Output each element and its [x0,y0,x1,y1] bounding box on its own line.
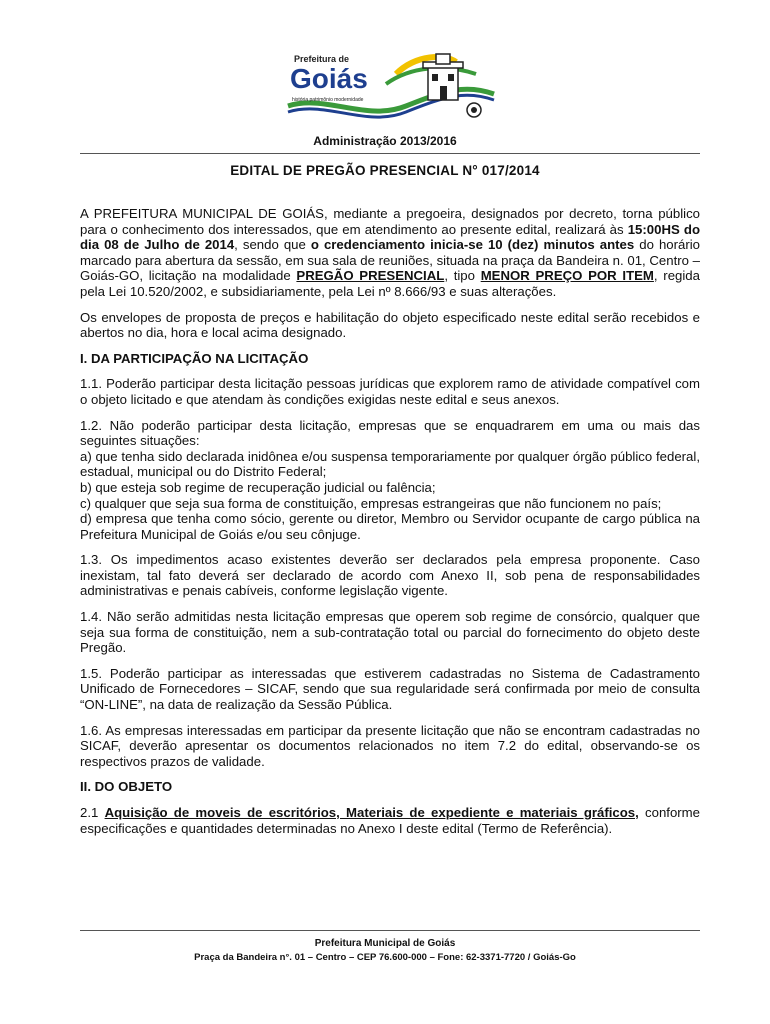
clause-2-1: 2.1 Aquisição de moveis de escritórios, Materiais de expediente e materiais gráficos, conforme especificações e quantidades determinadas no Anexo I deste edital (Termo de Referência). [80,805,701,836]
document-body [80,206,700,846]
prefeitura-goias-logo [286,44,496,124]
header-divider [80,153,700,154]
logo-main-text: Goiás [290,63,368,94]
clause-1-1: 1.1. Poderão participar desta licitação pessoas jurídicas que explorem ramo de atividade compatível com o objeto licitado e que atendam às condições exigidas neste edital e seus anexos. [80,376,700,407]
section-heading-participation: I. DA PARTICIPAÇÃO NA LICITAÇÃO [80,350,309,366]
footer-address: Praça da Bandeira n°. 01 – Centro – CEP 76.600-000 – Fone: 62-3371-7720 / Goiás-Go [194,952,576,963]
envelopes-paragraph: Os envelopes de proposta de preços e habilitação do objeto especificado neste edital serão recebidos e abertos no dia, hora e local acima designado. [80,309,700,341]
session-datetime: 15:00HS do dia 08 de Julho de 2014 [80,221,701,253]
clause-1-5: 1.5. Poderão participar as interessadas que estiverem cadastradas no Sistema de Cadastramento Unificado de Fornecedores – SICAF, sendo que sua regularidade será confirmada por meio de consulta “ON-LINE”, na data de realização da Sessão Pública. [80,665,700,713]
accreditation-notice: o credenciamento inicia-se 10 (dez) minutos antes [310,237,635,253]
clause-1-6: 1.6. As empresas interessadas em participar da presente licitação que não se encontram cadastradas no SICAF, deverão apresentar os documentos relacionados no item 7.2 do edital, observando-se os respectivos prazos de validade. [80,722,700,769]
logo-tagline: história patrimônio modernidade [292,97,364,103]
logo-top-text: Prefeitura de [294,54,350,64]
clause-1-2: 1.2. Não poderão participar desta licitação, empresas que se enquadrarem em uma ou mais das seguintes situações: a) que tenha sido declarada inidônea e/ou suspensa temporariamente por qualquer órgão público federal, estadual, municipal ou do Distrito Federal; b) que esteja sob regime de recuperação judicial ou falência; c) qualquer que seja sua forma de constituição, empresas estrangeiras que não funcionem no país; d) empresa que tenha como sócio, gerente ou diretor, Membro ou Servidor ocupante de cargo pública na Prefeitura Municipal de Goiás e/ou seu cônjuge. [80,417,700,542]
intro-paragraph: A PREFEITURA MUNICIPAL DE GOIÁS, mediante a pregoeira, designados por decreto, torna público para o conhecimento dos interessados, que em atendimento ao presente edital, realizará às 15:00HS do dia 08 de Julho de 2014, sendo que o credenciamento inicia-se 10 (dez) minutos antes do horário marcado para abertura da sessão, em sua sala de reuniões, situada na praça da Bandeira n. 01, Centro – Goiás-GO, licitação na modalidade PREGÃO PRESENCIAL, tipo MENOR PREÇO POR ITEM, regida pela Lei 10.520/2002, e subsidiariamente, pela Lei nº 8.666/93 e suas alterações. [80,206,701,299]
footer-divider [80,930,700,931]
clause-1-4: 1.4. Não serão admitidas nesta licitação empresas que operem sob regime de consórcio, qualquer que seja sua forma de constituição, nem a sub-contratação total ou parcial do fornecimento do objeto deste Pregão. [80,609,700,656]
administration-period: Administração 2013/2016 [313,134,457,148]
footer-institution: Prefeitura Municipal de Goiás [314,938,456,949]
object-description: Aquisição de moveis de escritórios, Materiais de expediente e materiais gráficos, [104,805,639,820]
modality: PREGÃO PRESENCIAL [296,268,445,284]
bid-type: MENOR PREÇO POR ITEM [480,268,654,284]
section-heading-object: II. DO OBJETO [80,779,173,795]
document-title: EDITAL DE PREGÃO PRESENCIAL N° 017/2014 [230,163,540,178]
clause-1-3: 1.3. Os impedimentos acaso existentes deverão ser declarados pela empresa proponente. Caso inexistam, tal fato deverá ser declarado de acordo com Anexo II, sob pena de responsabilidades administrativas e penais cabíveis, conforme legislação vigente. [80,552,700,599]
